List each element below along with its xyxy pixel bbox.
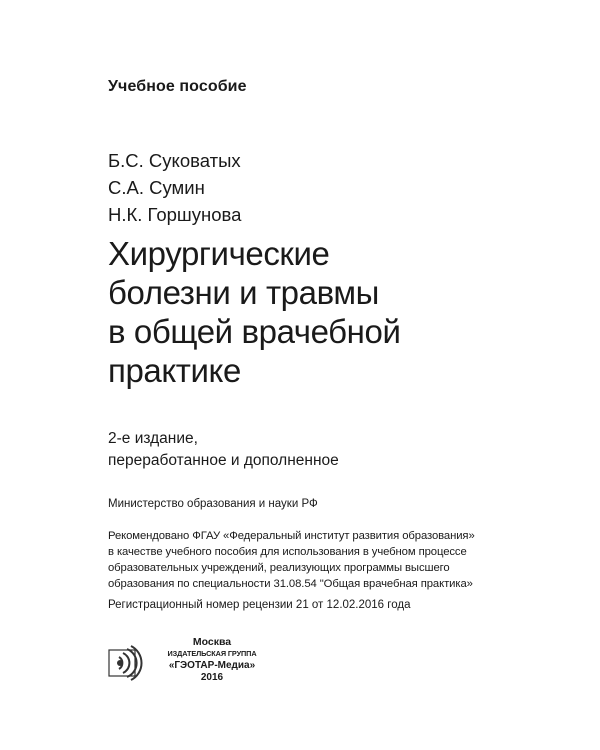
- ministry-text: Министерство образования и науки РФ: [108, 498, 318, 510]
- book-title-line: практике: [108, 352, 241, 389]
- recommendation-line: образования по специальности 31.08.54 "Общая врачебная практика»: [108, 578, 473, 590]
- recommendation-line: в качестве учебного пособия для использования в учебном процессе: [108, 546, 467, 558]
- book-title: [108, 234, 578, 390]
- edition-line: 2-е издание,: [108, 430, 198, 447]
- author-name: С.А. Сумин: [108, 177, 205, 198]
- publication-year: 2016: [200, 672, 224, 683]
- geotar-logo-icon: [108, 644, 150, 682]
- publisher-text: [157, 636, 267, 684]
- recommendation-text: [108, 528, 475, 592]
- book-type-label: Учебное пособие: [108, 78, 247, 95]
- publisher-city: Москва: [192, 636, 232, 648]
- recommendation-line: образовательных учреждений, реализующих программы высшего: [108, 562, 450, 574]
- book-title-line: в общей врачебной: [108, 313, 401, 350]
- author-name: Б.С. Суковатых: [108, 150, 241, 171]
- edition-info: [108, 428, 339, 472]
- book-title-line: Хирургические: [108, 235, 330, 272]
- book-title-line: болезни и травмы: [108, 274, 379, 311]
- publisher-group-label: ИЗДАТЕЛЬСКАЯ ГРУППА: [167, 649, 257, 658]
- recommendation-line: Рекомендовано ФГАУ «Федеральный институт развития образования»: [108, 530, 475, 542]
- edition-line: переработанное и дополненное: [108, 452, 339, 469]
- publisher-name: «ГЭОТАР-Медиа»: [168, 660, 256, 671]
- author-name: Н.К. Горшунова: [108, 204, 242, 225]
- publisher-block: [108, 636, 268, 688]
- authors-list: [108, 147, 241, 228]
- registration-text: Регистрационный номер рецензии 21 от 12.02.2016 года: [108, 599, 411, 611]
